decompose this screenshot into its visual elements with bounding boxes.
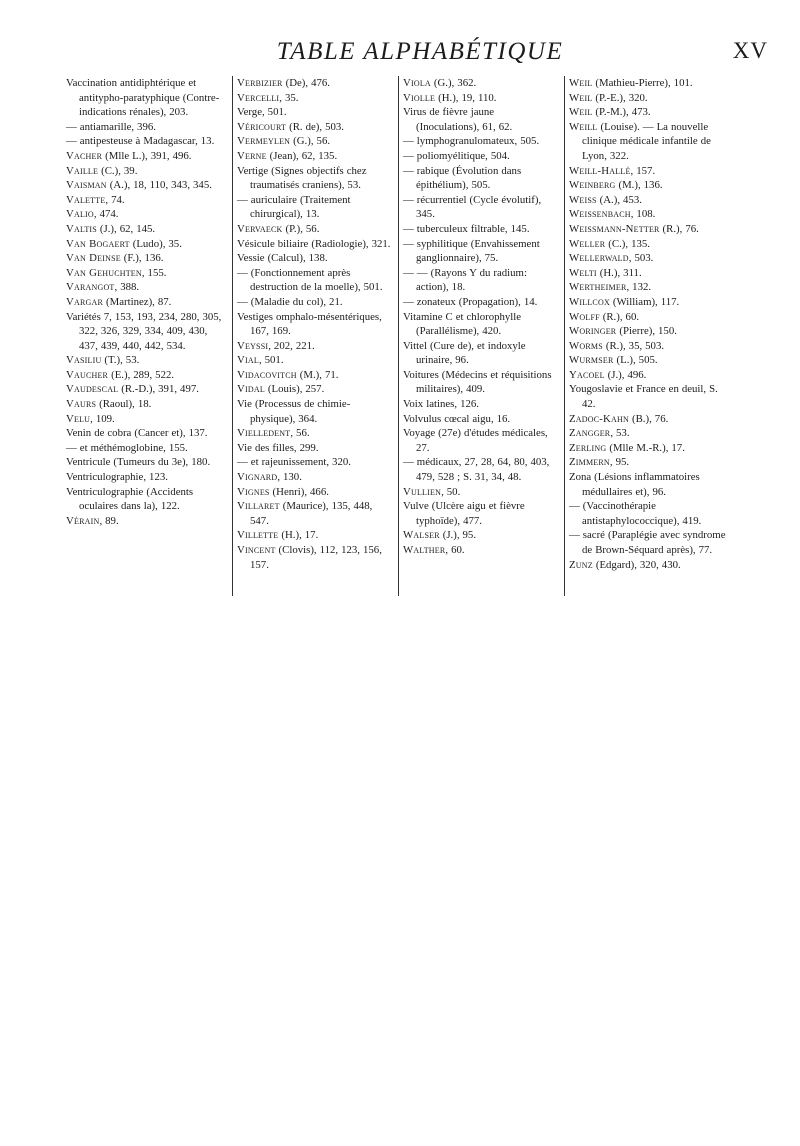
index-entry: — sacré (Paraplégie avec syndrome de Brown-Séquard après), 77.	[569, 529, 726, 556]
index-entry	[237, 353, 394, 368]
entry-details: (Louise). — La nouvelle clinique médicale infantile de Lyon, 322.	[582, 120, 711, 162]
entry-author-name: Weinberg	[569, 179, 616, 192]
entry-author-name: Walser	[403, 529, 440, 542]
index-entry	[569, 339, 726, 354]
entry-details: , 132.	[626, 281, 652, 294]
index-entry	[237, 134, 394, 149]
entry-author-name: Viola	[403, 77, 431, 89]
entry-author-name: Woringer	[569, 325, 617, 338]
index-entry	[66, 397, 228, 412]
entry-author-name: Valio	[66, 208, 94, 221]
index-entry	[403, 543, 560, 558]
entry-details: (P.), 56.	[282, 222, 320, 235]
index-entry: Zona (Lésions inflammatoires médullaires et), 96.	[569, 471, 700, 498]
index-entry: Vie des filles, 299.	[237, 441, 319, 454]
entry-author-name: Weill	[569, 120, 598, 133]
entry-details: (J.), 496.	[604, 368, 647, 381]
entry-details: , 56.	[290, 427, 310, 440]
entry-author-name: Van Bogaert	[66, 237, 130, 250]
index-column-1	[66, 76, 232, 596]
entry-details: (H.), 19, 110.	[435, 91, 497, 104]
entry-author-name: Véricourt	[237, 120, 287, 133]
index-entry	[237, 76, 394, 91]
entry-details: (William), 117.	[609, 295, 680, 308]
index-entry: Venin de cobra (Cancer et), 137.	[66, 427, 208, 440]
entry-details: (J.), 62, 145.	[96, 222, 156, 235]
index-entry	[569, 178, 726, 193]
index-entry	[66, 412, 228, 427]
entry-author-name: Valette	[66, 193, 106, 206]
index-entry: Variétés 7, 153, 193, 234, 280, 305, 322, 326, 329, 334, 409, 430, 437, 439, 440, 442, 534.	[66, 310, 222, 352]
entry-details: , 202, 221.	[268, 339, 315, 352]
entry-author-name: Zangger	[569, 427, 611, 440]
entry-author-name: Verbizier	[237, 77, 283, 89]
entry-details: (T.), 53.	[101, 354, 140, 367]
entry-details: (R. de), 503.	[286, 120, 344, 133]
entry-details: (Jean), 62, 135.	[266, 149, 338, 162]
entry-details: (Mlle M.-R.), 17.	[606, 441, 685, 454]
entry-details: (B.), 76.	[629, 412, 669, 425]
entry-details: (H.), 17.	[278, 529, 319, 542]
entry-details: , 95.	[609, 456, 630, 469]
index-entry	[237, 543, 394, 572]
entry-author-name: Vaille	[66, 164, 99, 177]
index-entry	[66, 295, 228, 310]
index-column-2	[232, 76, 398, 596]
index-entry	[569, 295, 726, 310]
index-entry	[237, 120, 394, 135]
index-entry	[66, 164, 228, 179]
entry-details: (Edgard), 320, 430.	[592, 558, 681, 571]
index-entry	[66, 149, 228, 164]
entry-details: , 503.	[628, 252, 654, 265]
entry-author-name: Vincent	[237, 544, 276, 556]
entry-author-name: Zunz	[569, 558, 593, 571]
index-entry: — et méthémoglobine, 155.	[66, 441, 188, 454]
index-entry	[237, 426, 394, 441]
entry-details: , 50.	[441, 485, 461, 498]
entry-details: , 474.	[93, 208, 119, 221]
entry-details: (L.), 505.	[613, 354, 658, 367]
entry-author-name: Vaisman	[66, 179, 107, 192]
index-entry	[237, 149, 394, 164]
entry-author-name: Weller	[569, 237, 606, 250]
entry-author-name: Wellerwald	[569, 252, 629, 265]
index-entry: — — (Rayons Y du radium: action), 18.	[403, 266, 527, 294]
entry-details: , 155.	[141, 266, 167, 279]
entry-author-name: Zerling	[569, 441, 607, 454]
entry-author-name: Veyssi	[237, 339, 269, 352]
index-entry	[569, 76, 726, 91]
index-entry: Verge, 501.	[237, 106, 287, 119]
index-entry	[569, 310, 726, 325]
entry-details: (Raoul), 18.	[96, 398, 152, 411]
entry-details: (C.), 39.	[98, 164, 138, 177]
entry-details: (R.), 60.	[599, 310, 640, 323]
index-entry: Virus de fièvre jaune (Inoculations), 61, 62.	[403, 106, 513, 133]
index-entry: — récurrentiel (Cycle évolutif), 345.	[403, 193, 542, 221]
index-entry	[569, 91, 726, 106]
entry-author-name: Valtis	[66, 222, 97, 235]
entry-author-name: Vercelli	[237, 91, 280, 104]
index-entry	[569, 120, 726, 164]
entry-author-name: Verne	[237, 149, 267, 162]
index-entry: — lymphogranulomateux, 505.	[403, 135, 540, 148]
entry-details: , 35.	[279, 91, 299, 104]
entry-details: (H.), 311.	[596, 266, 642, 279]
entry-author-name: Vaudescal	[66, 383, 119, 396]
entry-details: , 501.	[258, 354, 284, 367]
entry-author-name: Vullien	[403, 485, 442, 498]
entry-details: (P.-M.), 473.	[592, 106, 651, 119]
index-entry	[66, 237, 228, 252]
index-entry: Vulve (Ulcère aigu et fièvre typhoïde), 477.	[403, 500, 525, 527]
index-column-3	[398, 76, 564, 596]
index-entry	[569, 558, 726, 573]
entry-details: (Mathieu-Pierre), 101.	[592, 77, 693, 89]
entry-details: (Pierre), 150.	[616, 325, 677, 338]
index-entry: — auriculaire (Traitement chirurgical), 13.	[237, 193, 351, 221]
index-entry	[66, 280, 228, 295]
index-entry: Yougoslavie et France en deuil, S. 42.	[569, 383, 718, 411]
entry-author-name: Vial	[237, 354, 259, 367]
entry-details: , 109.	[90, 412, 115, 425]
index-entry: Volvulus cœcal aigu, 16.	[403, 412, 511, 425]
entry-author-name: Weil	[569, 91, 593, 104]
entry-author-name: Vignes	[237, 485, 270, 498]
entry-author-name: Villette	[237, 529, 279, 542]
entry-details: (De), 476.	[282, 77, 330, 89]
entry-author-name: Villaret	[237, 500, 280, 513]
entry-details: (R.-D.), 391, 497.	[118, 383, 199, 396]
index-entry	[569, 412, 726, 427]
entry-author-name: Yacoel	[569, 368, 605, 381]
entry-author-name: Vérain	[66, 514, 100, 527]
index-entry	[569, 441, 726, 456]
entry-author-name: Weiss	[569, 193, 597, 206]
entry-author-name: Weill-Hallé	[569, 164, 631, 177]
entry-details: , 157.	[630, 164, 656, 177]
entry-details: , 108.	[630, 208, 656, 221]
entry-author-name: Vaurs	[66, 398, 97, 411]
entry-details: (Martinez), 87.	[103, 295, 172, 308]
index-entry: — poliomyélitique, 504.	[403, 149, 510, 162]
index-entry: — tuberculeux filtrable, 145.	[403, 222, 530, 235]
index-entry	[569, 353, 726, 368]
entry-author-name: Violle	[403, 91, 436, 104]
index-entry	[569, 193, 726, 208]
index-entry	[66, 207, 228, 222]
page-header	[70, 38, 770, 72]
entry-details: (Henri), 466.	[269, 485, 329, 498]
index-entry	[569, 237, 726, 252]
entry-author-name: Weil	[569, 106, 593, 119]
index-entry: — (Maladie du col), 21.	[237, 295, 343, 308]
entry-details: (P.-E.), 320.	[592, 91, 648, 104]
index-entry: Ventriculographie, 123.	[66, 471, 168, 484]
index-entry	[403, 76, 560, 91]
index-entry: Vestiges omphalo-mésentériques, 167, 169.	[237, 310, 382, 338]
entry-details: , 388.	[114, 281, 140, 294]
index-entry	[403, 528, 560, 543]
entry-details: (R.), 76.	[659, 222, 699, 235]
entry-author-name: Velu	[66, 412, 91, 425]
index-entry: Voix latines, 126.	[403, 398, 479, 411]
entry-details: (J.), 95.	[439, 529, 477, 542]
index-entry	[66, 266, 228, 281]
entry-author-name: Vacher	[66, 149, 103, 162]
entry-details: , 53.	[610, 427, 630, 440]
entry-author-name: Vielledent	[237, 427, 291, 440]
entry-author-name: Weissmann-Netter	[569, 222, 660, 235]
index-entry: Voitures (Médecins et réquisitions militaires), 409.	[403, 368, 552, 396]
page-title: TABLE ALPHABÉTIQUE	[276, 38, 564, 65]
entry-author-name: Weil	[569, 77, 593, 89]
index-entry	[237, 499, 394, 528]
index-entry	[237, 91, 394, 106]
index-entry	[237, 470, 394, 485]
entry-details: (A.), 453.	[596, 193, 642, 206]
entry-details: (M.), 136.	[615, 179, 663, 192]
index-entry	[569, 105, 726, 120]
entry-details: (A.), 18, 110, 343, 345.	[106, 179, 212, 192]
entry-author-name: Vasiliu	[66, 354, 102, 367]
index-entry	[569, 251, 726, 266]
index-entry	[569, 222, 726, 237]
index-entry	[237, 339, 394, 354]
index-entry: Vertige (Signes objectifs chez traumatisés craniens), 53.	[237, 164, 367, 192]
entry-details: (Mlle L.), 391, 496.	[102, 149, 192, 162]
entry-author-name: Welti	[569, 266, 597, 279]
entry-details: (M.), 71.	[296, 368, 339, 381]
entry-author-name: Worms	[569, 339, 603, 352]
index-entry: — (Vaccinothérapie antistaphylococcique), 419.	[569, 500, 702, 527]
index-entry	[66, 193, 228, 208]
index-entry	[66, 178, 228, 193]
index-entry	[66, 382, 228, 397]
entry-author-name: Vaucher	[66, 368, 109, 381]
entry-author-name: Wertheimer	[569, 281, 627, 294]
entry-details: , 130.	[277, 471, 302, 484]
entry-author-name: Vargar	[66, 295, 104, 308]
entry-author-name: Wolff	[569, 310, 600, 323]
entry-author-name: Varangot	[66, 281, 115, 294]
index-entry: Vittel (Cure de), et indoxyle urinaire, 96.	[403, 339, 526, 367]
index-entry: Vitamine C et chlorophylle (Parallélisme), 420.	[403, 310, 522, 338]
entry-details: (Maurice), 135, 448, 547.	[250, 500, 373, 527]
index-entry: — et rajeunissement, 320.	[237, 456, 351, 469]
index-entry	[569, 207, 726, 222]
index-entry: — rabique (Évolution dans épithélium), 505.	[403, 164, 522, 192]
index-entry: — (Fonctionnement après destruction de la moelle), 501.	[237, 266, 383, 294]
entry-author-name: Vidacovitch	[237, 368, 297, 381]
entry-details: (C.), 135.	[605, 237, 650, 250]
index-entry: — zonateux (Propagation), 14.	[403, 295, 538, 308]
index-entry: — médicaux, 27, 28, 64, 80, 403, 479, 528 ; S. 31, 34, 48.	[403, 456, 550, 484]
entry-author-name: Vermeylen	[237, 135, 291, 148]
index-entry	[569, 324, 726, 339]
index-entry	[569, 164, 726, 179]
entry-author-name: Van Deinse	[66, 252, 121, 265]
index-entry: Ventriculographie (Accidents oculaires dans la), 122.	[66, 485, 194, 513]
entry-author-name: Vervaeck	[237, 222, 283, 235]
index-entry: Vésicule biliaire (Radiologie), 321.	[237, 237, 391, 250]
entry-author-name: Weissenbach	[569, 208, 631, 221]
entry-details: , 74.	[105, 193, 125, 206]
index-entry	[569, 455, 726, 470]
index-column-4	[564, 76, 730, 596]
index-entry	[569, 368, 726, 383]
index-entry	[237, 485, 394, 500]
index-entry	[569, 280, 726, 295]
index-entry	[66, 251, 228, 266]
index-entry: Ventricule (Tumeurs du 3e), 180.	[66, 456, 211, 469]
entry-author-name: Zadoc-Kahn	[569, 412, 629, 425]
index-entry	[403, 485, 560, 500]
index-entry	[237, 528, 394, 543]
index-entry: Vaccination antidiphtérique et antitypho-paratyphique (Contre-indications rénales), 203.	[66, 77, 220, 119]
entry-author-name: Willcox	[569, 295, 610, 308]
entry-author-name: Vignard	[237, 471, 278, 484]
index-entry: Voyage (27e) d'études médicales, 27.	[403, 427, 548, 454]
index-entry: Vie (Processus de chimie-physique), 364.	[237, 398, 351, 425]
index-columns	[66, 76, 770, 596]
entry-details: (E.), 289, 522.	[108, 368, 175, 381]
entry-details: (R.), 35, 503.	[602, 339, 665, 352]
entry-author-name: Van Gehuchten	[66, 266, 142, 279]
index-entry: Vessie (Calcul), 138.	[237, 252, 328, 265]
index-entry	[66, 353, 228, 368]
index-entry	[66, 222, 228, 237]
entry-details: (Louis), 257.	[264, 383, 325, 396]
index-entry	[66, 368, 228, 383]
index-entry: — antipesteuse à Madagascar, 13.	[66, 135, 215, 148]
index-entry	[237, 382, 394, 397]
entry-details: (F.), 136.	[120, 252, 164, 265]
entry-details: (Clovis), 112, 123, 156, 157.	[250, 544, 382, 571]
index-entry	[66, 514, 228, 529]
entry-author-name: Zimmern	[569, 456, 610, 469]
index-entry: — antiamarille, 396.	[66, 120, 156, 133]
index-entry	[403, 91, 560, 106]
index-entry	[569, 426, 726, 441]
entry-details: (Ludo), 35.	[129, 237, 182, 250]
page-number: XV	[732, 38, 768, 63]
index-entry: — syphilitique (Envahissement ganglionnaire), 75.	[403, 237, 540, 265]
entry-details: , 89.	[99, 514, 119, 527]
entry-details: (G.), 362.	[430, 77, 477, 89]
index-entry	[569, 266, 726, 281]
entry-details: , 60.	[445, 544, 465, 556]
entry-details: (G.), 56.	[290, 135, 331, 148]
index-entry	[237, 222, 394, 237]
index-entry	[237, 368, 394, 383]
entry-author-name: Wurmser	[569, 354, 614, 367]
entry-author-name: Vidal	[237, 383, 265, 396]
entry-author-name: Walther	[403, 544, 446, 556]
